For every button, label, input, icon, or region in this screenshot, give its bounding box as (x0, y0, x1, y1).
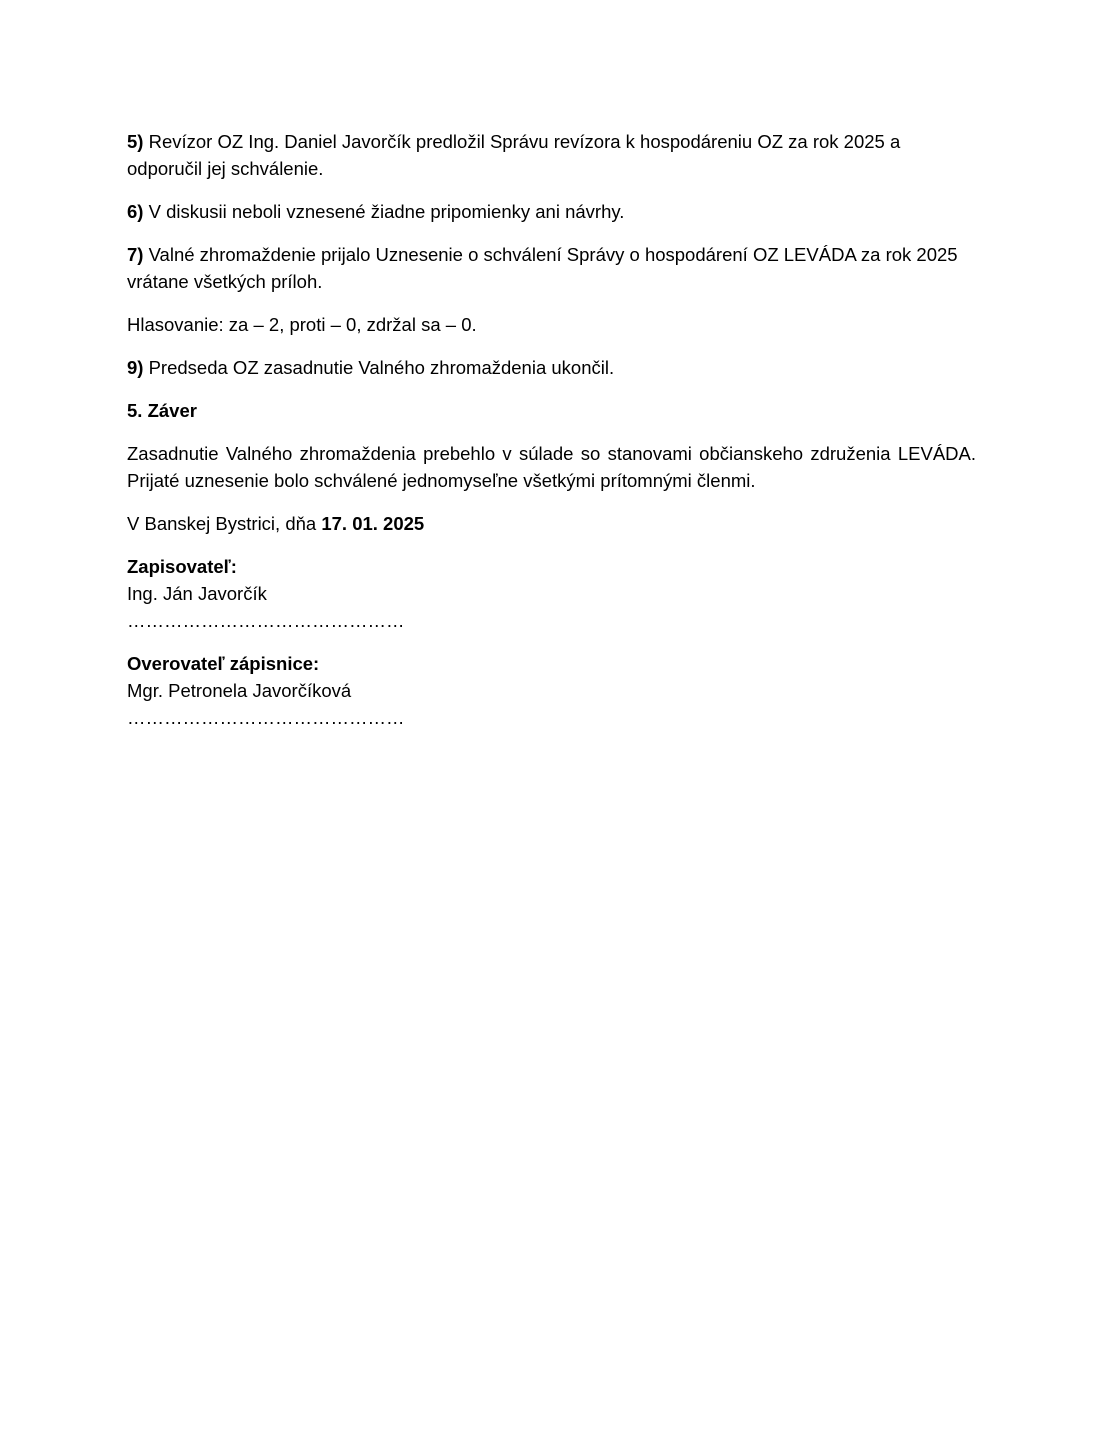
item-number: 9) (127, 357, 144, 378)
item-number: 7) (127, 244, 144, 265)
item-text: Predseda OZ zasadnutie Valného zhromaždenia ukončil. (148, 357, 615, 378)
voting-result: Hlasovanie: za – 2, proti – 0, zdržal sa – 0. (127, 314, 477, 335)
section-heading-conclusion: 5. Záver (127, 400, 197, 421)
document-page (127, 128, 976, 747)
recorder-signature-block (127, 553, 976, 634)
recorder-signature-line: ……………………………………… (127, 610, 405, 631)
item-number: 5) (127, 131, 144, 152)
item-7 (127, 241, 976, 295)
item-number: 6) (127, 201, 144, 222)
place-prefix: V Banskej Bystrici, dňa (127, 513, 322, 534)
meeting-date: 17. 01. 2025 (321, 513, 425, 534)
item-text: V diskusii neboli vznesené žiadne pripomienky ani návrhy. (148, 201, 625, 222)
verifier-name: Mgr. Petronela Javorčíková (127, 680, 352, 701)
verifier-signature-block (127, 650, 976, 731)
verifier-signature-line: ……………………………………… (127, 707, 405, 728)
item-5 (127, 128, 976, 182)
item-6 (127, 198, 976, 225)
item-9 (127, 354, 976, 381)
recorder-label: Zapisovateľ: (127, 556, 237, 577)
item-text: Valné zhromaždenie prijalo Uznesenie o schválení Správy o hospodárení OZ LEVÁDA za rok 2025 vrátane všetkých príloh. (127, 244, 958, 292)
conclusion-text: Zasadnutie Valného zhromaždenia prebehlo v súlade so stanovami občianskeho združenia LEVÁDA. Prijaté uznesenie bolo schválené jednomyseľne všetkými prítomnými členmi. (127, 443, 976, 491)
recorder-name: Ing. Ján Javorčík (127, 583, 267, 604)
item-text: Revízor OZ Ing. Daniel Javorčík predložil Správu revízora k hospodáreniu OZ za rok 2025 a odporučil jej schválenie. (127, 131, 901, 179)
verifier-label: Overovateľ zápisnice: (127, 653, 320, 674)
place-date (127, 510, 976, 537)
